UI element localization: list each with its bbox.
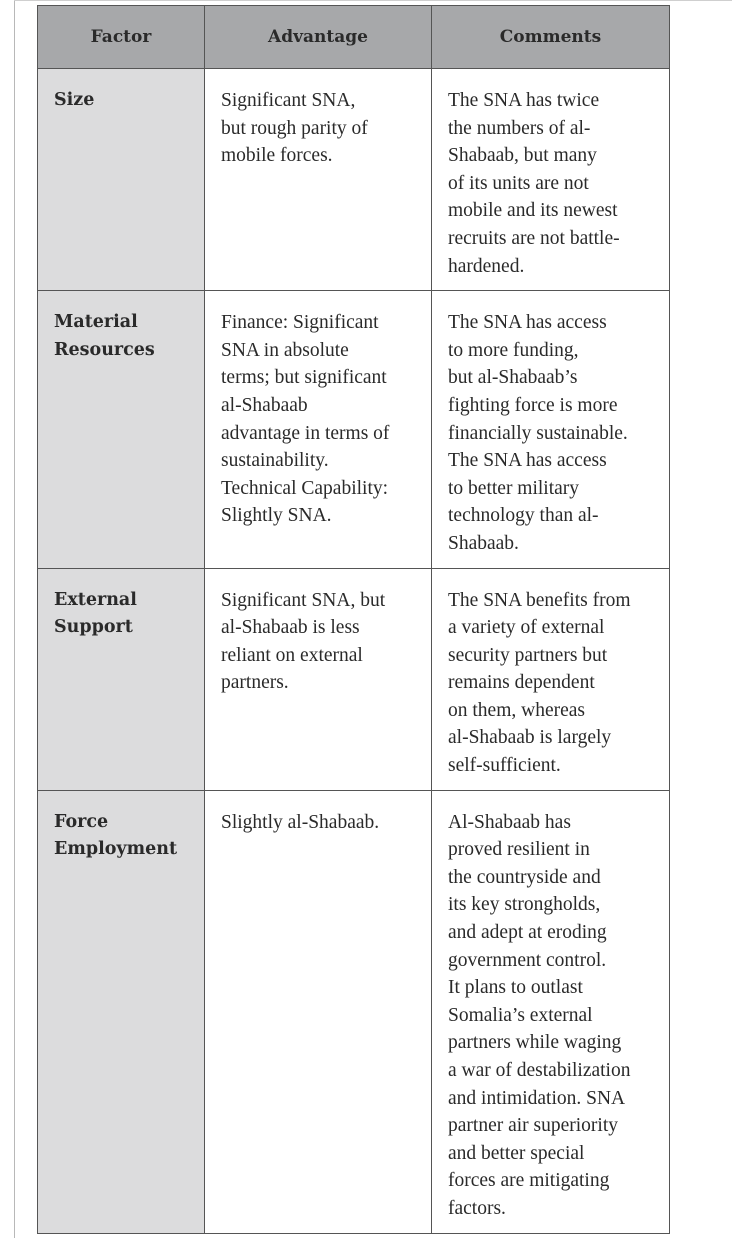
table-header-row (38, 6, 670, 69)
table-row (38, 568, 670, 790)
comments-cell (432, 790, 670, 1233)
header-advantage: Advantage (205, 6, 432, 69)
comparison-table-container (37, 5, 669, 1234)
comparison-table (37, 5, 670, 1234)
comments-text: The SNA has access to more funding, but al-Shabaab’s fighting force is more financially sustainable. The SNA has access to better military technology than al- Shabaab. (448, 312, 628, 554)
table-row (38, 291, 670, 568)
factor-label: Material Resources (54, 312, 155, 360)
comments-text: The SNA has twice the numbers of al- Shabaab, but many of its units are not mobile and its newest recruits are not battle- hardened. (448, 90, 620, 277)
factor-label: External Support (54, 589, 137, 638)
advantage-cell (205, 568, 432, 790)
advantage-cell (205, 790, 432, 1233)
comments-cell (432, 568, 670, 790)
page-top-rule (14, 0, 732, 1)
header-comments: Comments (432, 6, 670, 69)
table-row (38, 69, 670, 291)
factor-label: Size (54, 90, 95, 110)
advantage-text: Finance: Significant SNA in absolute terms; but significant al-Shabaab advantage in terms of sustainability. Technical Capability: Slightly SNA. (221, 312, 390, 527)
header-factor: Factor (38, 6, 205, 69)
factor-cell (38, 568, 205, 790)
factor-cell (38, 790, 205, 1233)
page-margin-rule (14, 0, 15, 1238)
comments-cell (432, 291, 670, 568)
factor-cell (38, 291, 205, 568)
advantage-cell (205, 69, 432, 291)
comments-cell (432, 69, 670, 291)
comments-text: Al-Shabaab has proved resilient in the countryside and its key strongholds, and adept at eroding government control. It plans to outlast Somalia’s external partners while waging a war of destabilization and intimidation. SNA partner air superiority and better special forces are mitigating factors. (448, 811, 631, 1219)
advantage-text: Significant SNA, but al-Shabaab is less reliant on external partners. (221, 589, 386, 694)
table-row (38, 790, 670, 1233)
factor-cell (38, 69, 205, 291)
advantage-text: Significant SNA, but rough parity of mobile forces. (221, 90, 368, 167)
advantage-cell (205, 291, 432, 568)
advantage-text: Slightly al-Shabaab. (221, 811, 380, 833)
factor-label: Force Employment (54, 811, 178, 860)
comments-text: The SNA benefits from a variety of external security partners but remains dependent on them, whereas al-Shabaab is largely self-sufficient. (448, 589, 631, 777)
